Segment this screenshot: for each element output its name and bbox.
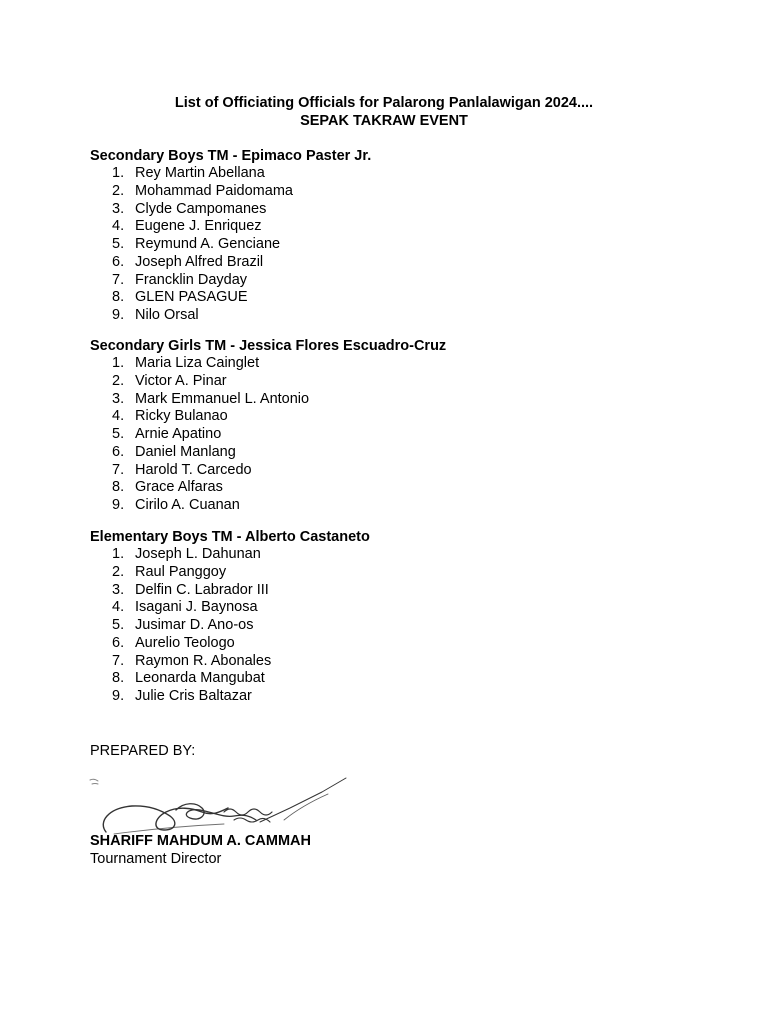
list-item [90,670,690,688]
item-number: 8. [112,670,125,687]
document-title [0,94,768,130]
official-name: Cirilo A. Cuanan [135,497,240,513]
prepared-by-label: PREPARED BY: [90,743,196,759]
title-line-main: List of Officiating Officials for Palarong Panlalawigan 2024.... [174,95,594,111]
official-name: Isagani J. Baynosa [135,599,258,616]
official-name: Nilo Orsal [135,307,199,323]
list-item [90,272,690,290]
list-item [90,355,690,373]
list-item [90,653,690,671]
official-name: Jusimar D. Ano-os [135,617,254,633]
item-number: 3. [112,390,125,407]
item-number: 5. [112,426,125,442]
list-item [90,373,690,391]
item-number: 9. [112,307,125,323]
signer-name: SHARIFF MAHDUM A. CAMMAH [90,833,311,849]
section-elementary-boys [90,528,690,706]
list-item [90,479,690,497]
list-item [90,236,690,254]
section-secondary-girls [90,337,690,515]
official-name: GLEN PASAGUE [135,289,248,306]
list-item [90,307,690,325]
official-name: Mohammad Paidomama [135,182,293,199]
officials-list [90,546,690,706]
list-item [90,254,690,272]
item-number: 1. [112,546,125,562]
official-name: Maria Liza Cainglet [135,355,260,371]
item-number: 2. [112,182,125,199]
item-number: 5. [112,236,125,252]
official-name: Clyde Campomanes [135,200,267,217]
official-name: Ricky Bulanao [135,408,228,425]
list-item [90,688,690,706]
official-name: Grace Alfaras [135,479,223,496]
section-heading: Secondary Girls TM - Jessica Flores Escuadro-Cruz [90,338,447,354]
official-name: Harold T. Carcedo [135,461,252,478]
item-number: 3. [112,581,125,598]
item-number: 5. [112,617,125,633]
list-item [90,546,690,564]
list-item [90,462,690,480]
list-item [90,426,690,444]
item-number: 4. [112,599,125,616]
item-number: 7. [112,461,125,478]
item-number: 7. [112,652,125,669]
list-item [90,497,690,515]
officials-list [90,355,690,515]
list-item [90,599,690,617]
list-item [90,218,690,236]
list-item [90,183,690,201]
item-number: 7. [112,271,125,288]
item-number: 3. [112,200,125,217]
item-number: 2. [112,372,125,389]
item-number: 6. [112,443,125,460]
official-name: Daniel Manlang [135,443,236,460]
item-number: 8. [112,289,125,306]
list-item [90,408,690,426]
list-item [90,391,690,409]
list-item [90,444,690,462]
official-name: Arnie Apatino [135,426,222,442]
title-line-event: SEPAK TAKRAW EVENT [300,113,468,129]
official-name: Joseph L. Dahunan [135,546,261,562]
official-name: Leonarda Mangubat [135,670,265,687]
list-item [90,165,690,183]
item-number: 9. [112,497,125,513]
official-name: Raymon R. Abonales [135,652,272,669]
item-number: 8. [112,479,125,496]
item-number: 6. [112,634,125,651]
item-number: 4. [112,218,125,235]
signer-role: Tournament Director [90,851,222,867]
section-heading: Secondary Boys TM - Epimaco Paster Jr. [90,148,372,164]
item-number: 4. [112,408,125,425]
item-number: 9. [112,688,125,704]
official-name: Rey Martin Abellana [135,165,265,181]
officials-list [90,165,690,325]
official-name: Aurelio Teologo [135,634,235,651]
item-number: 2. [112,563,125,580]
official-name: Eugene J. Enriquez [135,218,262,235]
official-name: Mark Emmanuel L. Antonio [135,390,310,407]
list-item [90,289,690,307]
item-number: 1. [112,165,125,181]
item-number: 1. [112,355,125,371]
item-number: 6. [112,253,125,270]
official-name: Julie Cris Baltazar [135,688,252,704]
section-secondary-boys [90,147,690,325]
official-name: Raul Panggoy [135,563,227,580]
official-name: Joseph Alfred Brazil [135,253,264,270]
list-item [90,201,690,219]
official-name: Reymund A. Genciane [135,236,281,252]
official-name: Victor A. Pinar [135,372,227,389]
list-item [90,582,690,600]
section-heading: Elementary Boys TM - Alberto Castaneto [90,529,370,545]
official-name: Delfin C. Labrador III [135,581,269,598]
list-item [90,617,690,635]
list-item [90,564,690,582]
official-name: Francklin Dayday [135,271,248,288]
list-item [90,635,690,653]
